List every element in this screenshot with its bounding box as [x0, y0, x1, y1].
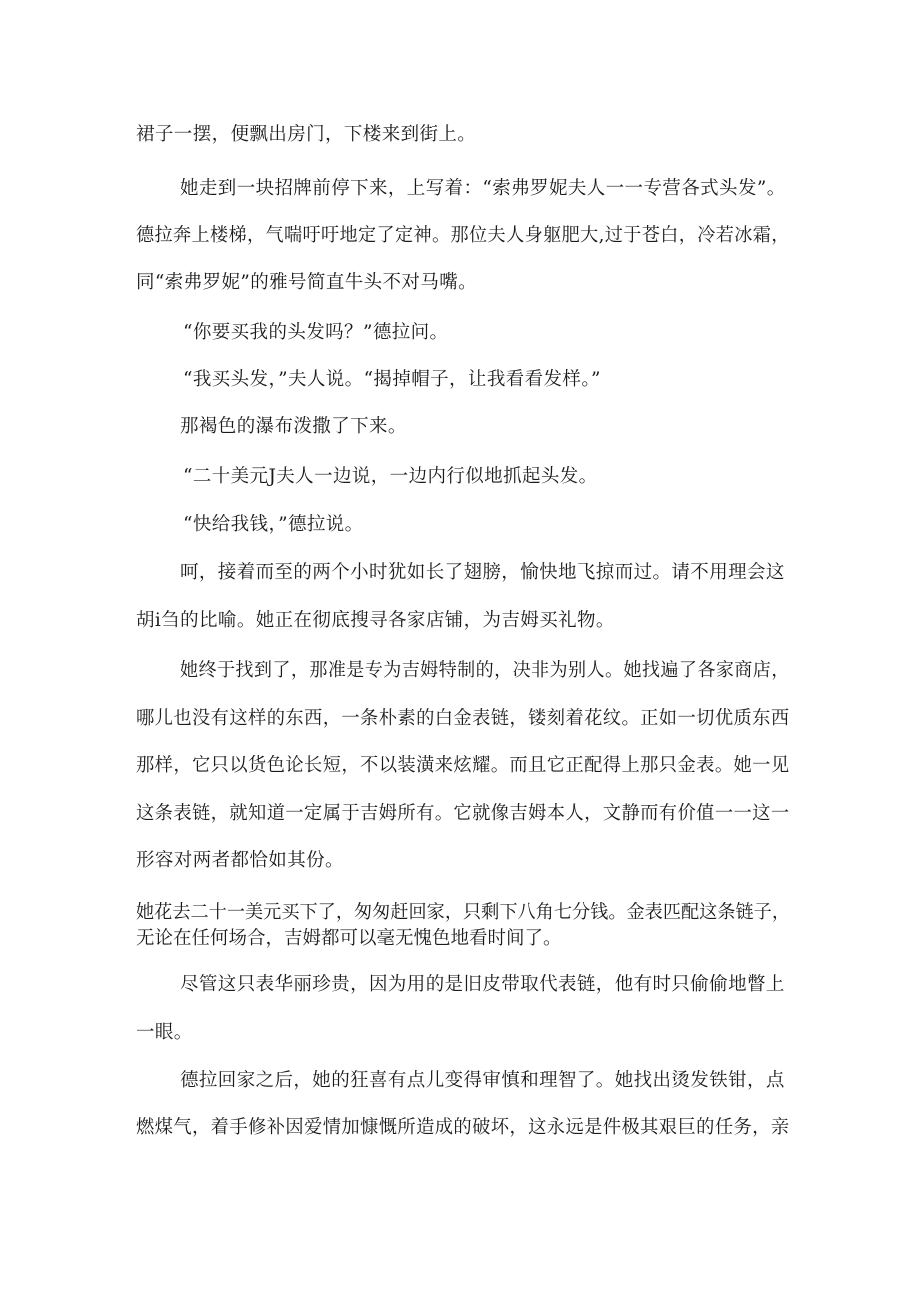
text-line: 那褐色的瀑布泼撒了下来。: [180, 416, 407, 437]
text-line: 德拉回家之后，她的狂喜有点儿变得审慎和理智了。她找出烫发铁钳，点: [180, 1070, 785, 1091]
text-line: 燃煤气，着手修补因爱情加慷慨所造成的破坏，这永远是件极其艰巨的任务，亲: [136, 1117, 790, 1138]
text-line: 尽管这只表华丽珍贵，因为用的是旧皮带取代表链，他有时只偷偷地瞥上: [180, 974, 785, 995]
text-line: 她走到一块招牌前停下来，上写着：“索弗罗妮夫人一一专营各式头发”。: [180, 178, 786, 199]
text-line: “快给我钱，”德拉说。: [183, 514, 364, 535]
text-line: 这条表链，就知道一定属于吉姆所有。它就像吉姆本人，文静而有价值一一这一: [136, 803, 790, 824]
text-line: “二十美元J夫人一边说，一边内行似地抓起头发。: [183, 466, 598, 487]
text-line: 她花去二十一美元买下了，匆匆赶回家，只剩下八角七分钱。金表匹配这条链子，: [136, 902, 791, 923]
text-line: 德拉奔上楼梯，气喘吁吁地定了定神。那位夫人身躯肥大,过于苍白，冷若冰霜，: [136, 225, 790, 246]
text-line: 呵，接着而至的两个小时犹如长了翅膀，愉快地飞掠而过。请不用理会这: [180, 562, 785, 583]
text-line: 那样，它只以货色论长短，不以装潢来炫耀。而且它正配得上那只金表。她一见: [136, 755, 790, 776]
text-line: 裙子一摆，便飘出房门，下楼来到街上。: [136, 124, 477, 145]
text-line: 一眼。: [136, 1022, 193, 1043]
text-line: 同“索弗罗妮”的雅号简直牛头不对马嘴。: [136, 272, 478, 293]
text-line: 胡i刍的比喻。她正在彻底搜寻各家店铺，为吉姆买礼物。: [136, 610, 615, 631]
text-line: 无论在任何场合，吉姆都可以毫无愧色地看时间了。: [136, 928, 562, 949]
text-line: 哪儿也没有这样的东西，一条朴素的白金表链，镂刻着花纹。正如一切优质东西: [136, 708, 790, 729]
text-line: “我买头发，”夫人说。“揭掉帽子，让我看看发样。”: [183, 369, 601, 390]
text-line: 形容对两者都恰如其份。: [136, 850, 344, 871]
text-line: 她终于找到了，那准是专为吉姆特制的，决非为别人。她找遍了各家商店，: [180, 660, 790, 681]
text-line: “你要买我的头发吗？”德拉问。: [183, 322, 449, 343]
